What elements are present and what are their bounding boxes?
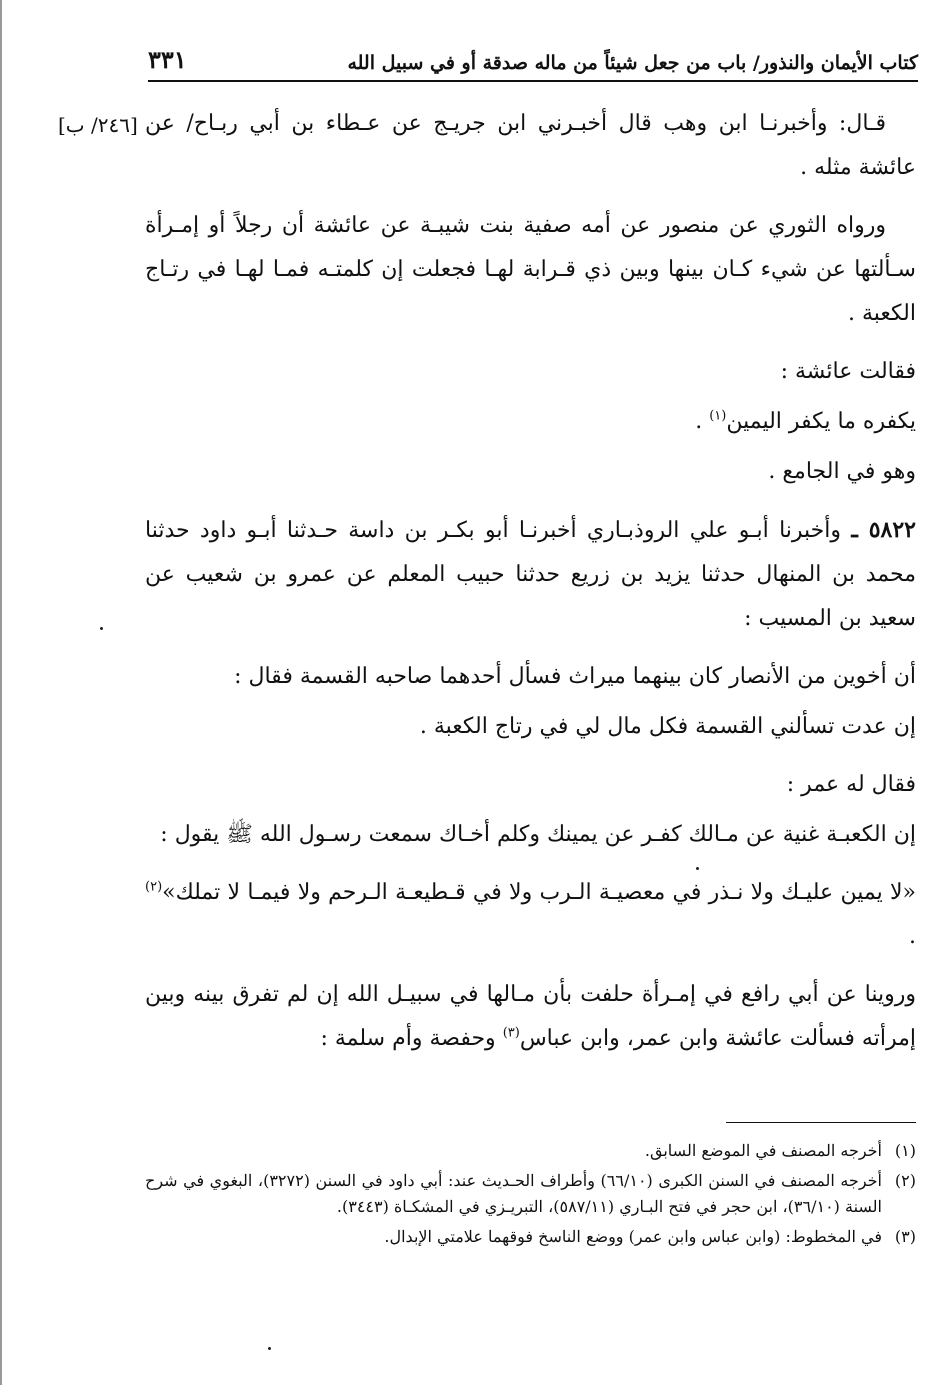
paragraph: ورواه الثوري عن منصور عن أمه صفية بنت شيبـة عن عائشة أن رجلاً أو إمـرأة سـألتها عن شيء كـان بينها وبين ذي قـرابة لهـا فجعلت إن كلمتـه فمـا لهـا في رتـاج الكعبة . [145,213,916,326]
footnote-ref: (١) [709,408,727,424]
paragraph: فقال له عمر : [786,772,916,797]
footnotes [145,1138,916,1254]
paragraph: فقالت عائشة : [780,359,916,384]
scan-speck [100,627,103,630]
scan-speck [696,867,699,870]
footnote-ref: (٣) [502,1025,520,1041]
header-title: كتاب الأيمان والنذور/ باب من جعل شيئاً من ماله صدقة أو في سبيل الله [347,52,918,74]
footnote: (١) أخرجه المصنف في الموضع السابق. [644,1141,916,1160]
scan-speck [268,1347,271,1350]
header-rule [148,80,918,82]
page-number: ٣٣١ [148,45,187,74]
hadith-paragraph: ٥٨٢٢ ـ وأخبرنا أبـو علي الروذبـاري أخبرنـا أبو بكـر بن داسة حـدثنا أبـو داود حدثنا محمد بن المنهال حدثنا يزيد بن زريع حدثنا حبيب المعلم عن عمرو بن شعيب عن سعيد بن المسيب : [145,517,916,631]
paragraph: إن عدت تسألني القسمة فكل مال لي في رتاج الكعبة . [419,714,916,739]
running-header [148,40,918,74]
paragraph: أن أخوين من الأنصار كان بينهما ميراث فسأل أحدهما صاحبه القسمة فقال : [234,664,916,689]
paragraph: قـال: وأخبرنـا ابن وهب قال أخبـرني ابن جريـج عن عـطاء بن أبي ربـاح/ عن عائشة مثله . [145,111,916,180]
footnote-ref: (٢) [145,879,163,895]
paragraph: إن الكعبـة غنية عن مـالك كفـر عن يمينك وكلم أخـاك سمعت رسـول الله ﷺ يقول : [160,822,916,847]
manuscript-folio-marker: [٢٤٦/ ب] [58,113,138,137]
paragraph: «لا يمين عليـك ولا نـذر في معصيـة الـرب ولا في قـطيعـة الـرحم ولا فيمـا لا تملك»$^{(٢)}$ . [145,879,916,949]
paragraph: يكفره ما يكفر اليمين$^{(١)}$ . [695,408,916,434]
scan-edge [0,0,2,1385]
footnote: (٣) في المخطوط: (وابن عباس وابن عمر) ووضع الناسخ فوقهما علامتي الإبدال. [384,1227,916,1246]
footnote: (٢) أخرجه المصنف في السنن الكبرى (٦٦/١٠) وأطراف الحـديث عند: أبي داود في السنن (٣٢٧٢)، البغوي في شرح السنة (٣٦/١٠)، ابن حجر في فتح البـاري (٥٨٧/١١)، التبريـزي في المشكـاة (٣٤٤٣). [145,1171,916,1216]
paragraph: وروينا عن أبي رافع في إمـرأة حلفت بأن مـالها في سبيـل الله إن لم تفرق بينه وبين إمرأته فسألت عائشة وابن عمر، وابن عباس$^{(٣)}$ وحفصة وأم سلمة : [145,982,916,1051]
hadith-number: ٥٨٢٢ ـ [851,517,916,543]
paragraph: وهو في الجامع . [768,459,916,484]
main-text [145,102,916,1075]
footnote-rule [726,1122,916,1123]
